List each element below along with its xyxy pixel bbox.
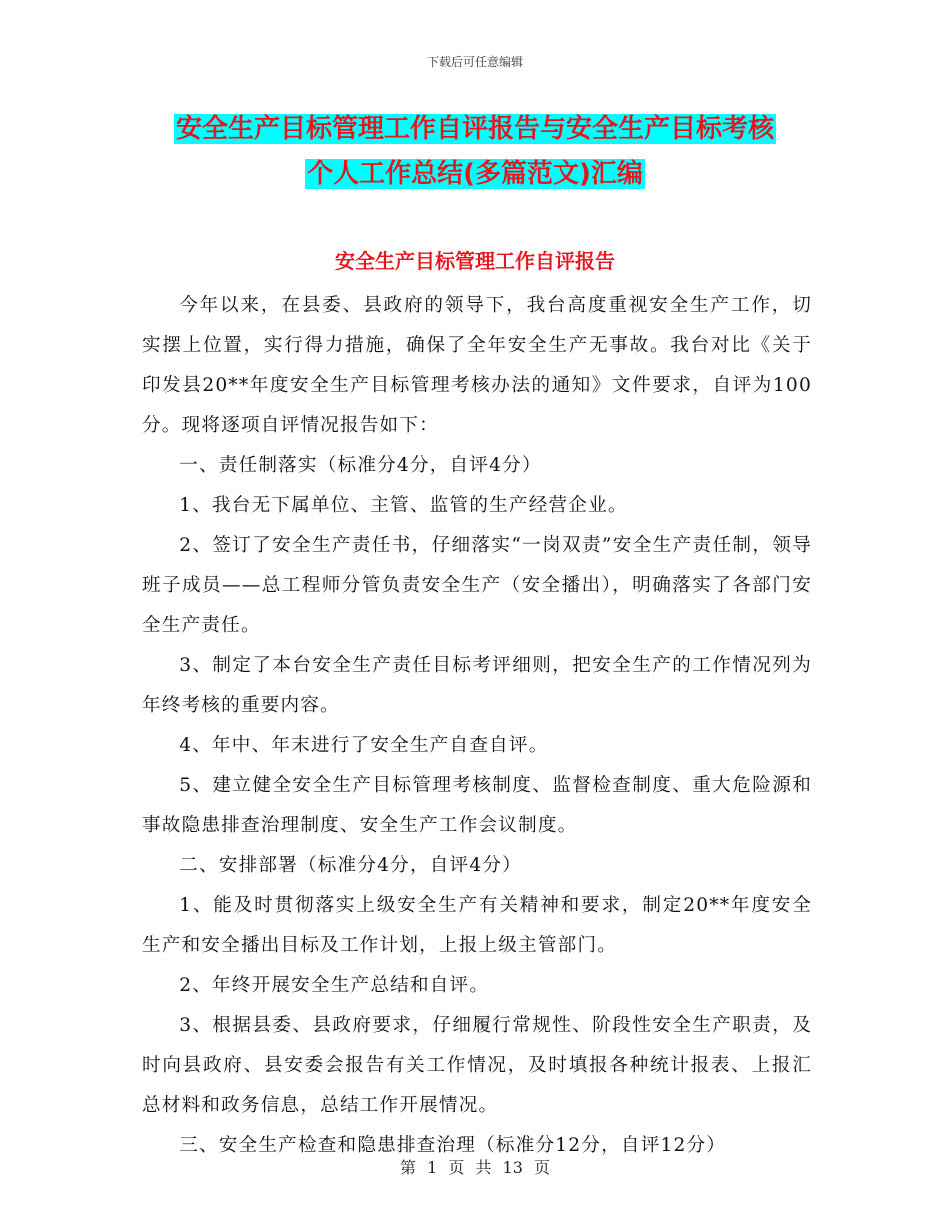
paragraph: 今年以来，在县委、县政府的领导下，我台高度重视安全生产工作，切实摆上位置，实行得力措施，确保了全年安全生产无事故。我台对比《关于印发县20**年度安全生产目标管理考核办法的通知》文件要求，自评为100分。现将逐项自评情况报告如下： bbox=[142, 295, 812, 436]
paragraph: 三、安全生产检查和隐患排查治理（标准分12分，自评12分） bbox=[179, 1135, 727, 1156]
page-footer: 第 1 页 共 13 页 bbox=[400, 1158, 550, 1177]
paragraph: 5、建立健全安全生产目标管理考核制度、监督检查制度、重大危险源和事故隐患排查治理制度、安全生产工作会议制度。 bbox=[142, 775, 812, 836]
paragraph: 3、制定了本台安全生产责任目标考评细则，把安全生产的工作情况列为年终考核的重要内容。 bbox=[142, 655, 812, 716]
paragraph: 二、安排部署（标准分4分，自评4分） bbox=[179, 855, 522, 876]
page-header: 下载后可任意编辑 bbox=[426, 55, 523, 69]
title-highlight-2: 个人工作总结(多篇范文)汇编 bbox=[307, 159, 643, 189]
paragraph: 1、能及时贯彻落实上级安全生产有关精神和要求，制定20**年度安全生产和安全播出目标及工作计划，上报上级主管部门。 bbox=[142, 895, 812, 956]
title-highlight-1: 安全生产目标管理工作自评报告与安全生产目标考核 bbox=[175, 114, 774, 144]
paragraph: 4、年中、年末进行了安全生产自查自评。 bbox=[179, 735, 549, 756]
document-title-line-1 bbox=[0, 109, 950, 149]
paragraph: 2、签订了安全生产责任书，仔细落实“一岗双责”安全生产责任制，领导班子成员——总工程师分管负责安全生产（安全播出），明确落实了各部门安全生产责任。 bbox=[142, 535, 812, 636]
paragraph: 1、我台无下属单位、主管、监管的生产经营企业。 bbox=[179, 495, 628, 516]
paragraph: 3、根据县委、县政府要求，仔细履行常规性、阶段性安全生产职责，及时向县政府、县安委会报告有关工作情况，及时填报各种统计报表、上报汇总材料和政务信息，总结工作开展情况。 bbox=[142, 1015, 812, 1116]
paragraph: 一、责任制落实（标准分4分，自评4分） bbox=[179, 455, 542, 476]
document-body bbox=[142, 286, 812, 1166]
document-title-line-2 bbox=[0, 154, 950, 194]
paragraph: 2、年终开展安全生产总结和自评。 bbox=[179, 975, 490, 996]
section-title: 安全生产目标管理工作自评报告 bbox=[335, 249, 615, 273]
